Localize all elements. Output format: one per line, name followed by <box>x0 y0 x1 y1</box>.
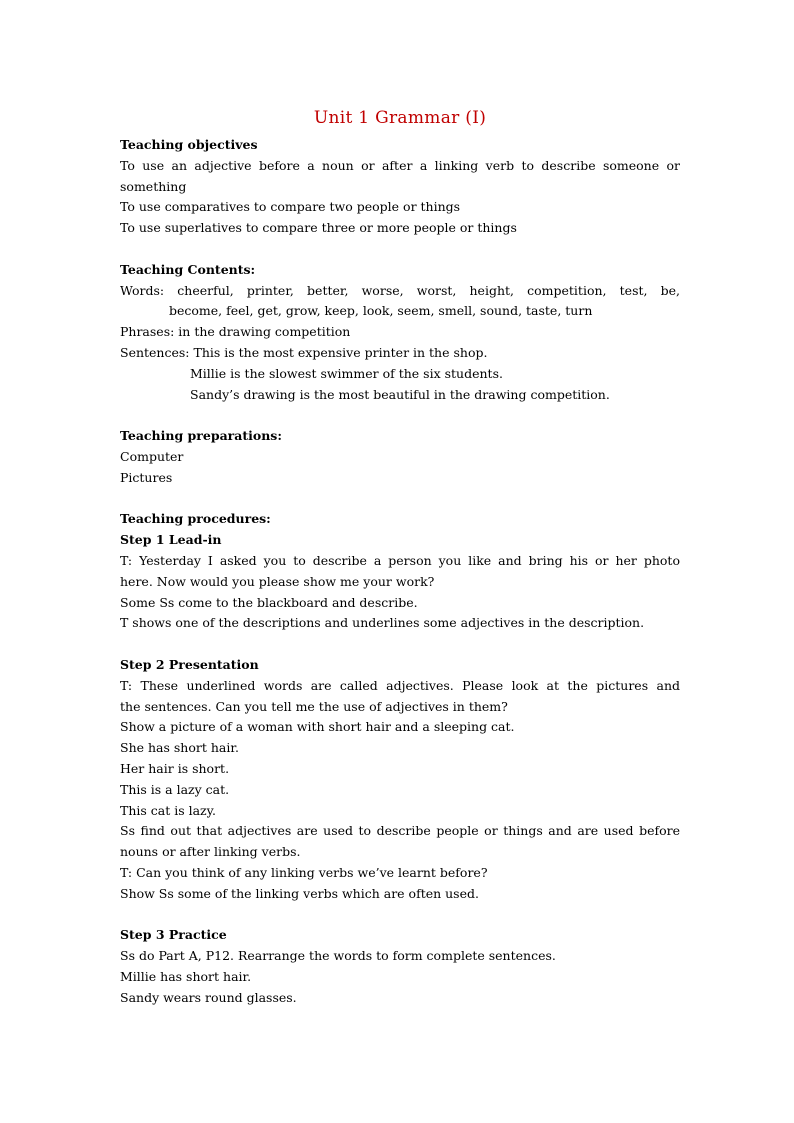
step2-line: Ss find out that adjectives are used to describe people or things and are used before <box>120 823 680 839</box>
preparations-heading: Teaching preparations: <box>120 428 282 444</box>
step2-line: Her hair is short. <box>120 760 230 776</box>
spacer <box>120 634 680 655</box>
document-page <box>120 104 680 1008</box>
contents-sentence-line: Sentences: This is the most expensive printer in the shop. <box>120 344 488 360</box>
procedures-heading: Teaching procedures: <box>120 511 271 527</box>
step2-line: nouns or after linking verbs. <box>120 844 301 860</box>
step2-heading: Step 2 Presentation <box>120 656 259 672</box>
step3-line: Millie has short hair. <box>120 968 252 984</box>
objectives-line: To use an adjective before a noun or after a linking verb to describe someone or <box>120 157 680 173</box>
step3-line: Sandy wears round glasses. <box>120 989 297 1005</box>
objectives-heading: Teaching objectives <box>120 137 258 152</box>
objectives-line: To use comparatives to compare two people or things <box>120 199 461 215</box>
document-title: Unit 1 Grammar (Ⅰ) <box>313 108 487 128</box>
step1-heading: Step 1 Lead-in <box>120 532 222 548</box>
objectives-line: something <box>120 178 187 194</box>
contents-sentence-line: Sandy’s drawing is the most beautiful in the drawing competition. <box>190 386 610 402</box>
preparations-item: Pictures <box>120 469 173 485</box>
contents-heading: Teaching Contents: <box>120 261 256 277</box>
step2-line: This cat is lazy. <box>120 802 217 818</box>
contents-phrases-line: Phrases: in the drawing competition <box>120 324 351 340</box>
spacer <box>120 405 680 426</box>
step2-line: T: Can you think of any linking verbs we’ve learnt before? <box>120 864 488 880</box>
step2-line: T: These underlined words are called adjectives. Please look at the pictures and <box>120 677 680 693</box>
step2-line: Show a picture of a woman with short hair and a sleeping cat. <box>120 719 515 735</box>
spacer <box>120 489 680 510</box>
step2-line: This is a lazy cat. <box>120 781 230 797</box>
step2-line: She has short hair. <box>120 740 239 756</box>
step3-heading: Step 3 Practice <box>120 927 227 943</box>
step1-line: here. Now would you please show me your work? <box>120 573 435 589</box>
spacer <box>120 904 680 925</box>
step1-line: T: Yesterday I asked you to describe a person you like and bring his or her photo <box>120 552 680 568</box>
step2-line: the sentences. Can you tell me the use of adjectives in them? <box>120 698 508 714</box>
spacer <box>120 239 680 260</box>
contents-sentence-line: Millie is the slowest swimmer of the six students. <box>190 365 503 381</box>
step3-line: Ss do Part A, P12. Rearrange the words to form complete sentences. <box>120 948 556 964</box>
contents-words-line: become, feel, get, grow, keep, look, seem, smell, sound, taste, turn <box>169 303 593 319</box>
step2-line: Show Ss some of the linking verbs which are often used. <box>120 885 479 901</box>
contents-words-line: Words: cheerful, printer, better, worse, worst, height, competition, test, be, <box>120 282 680 298</box>
step1-line: Some Ss come to the blackboard and describe. <box>120 594 418 610</box>
step1-line: T shows one of the descriptions and underlines some adjectives in the description. <box>120 615 645 631</box>
objectives-line: To use superlatives to compare three or more people or things <box>120 220 517 236</box>
preparations-item: Computer <box>120 448 184 464</box>
